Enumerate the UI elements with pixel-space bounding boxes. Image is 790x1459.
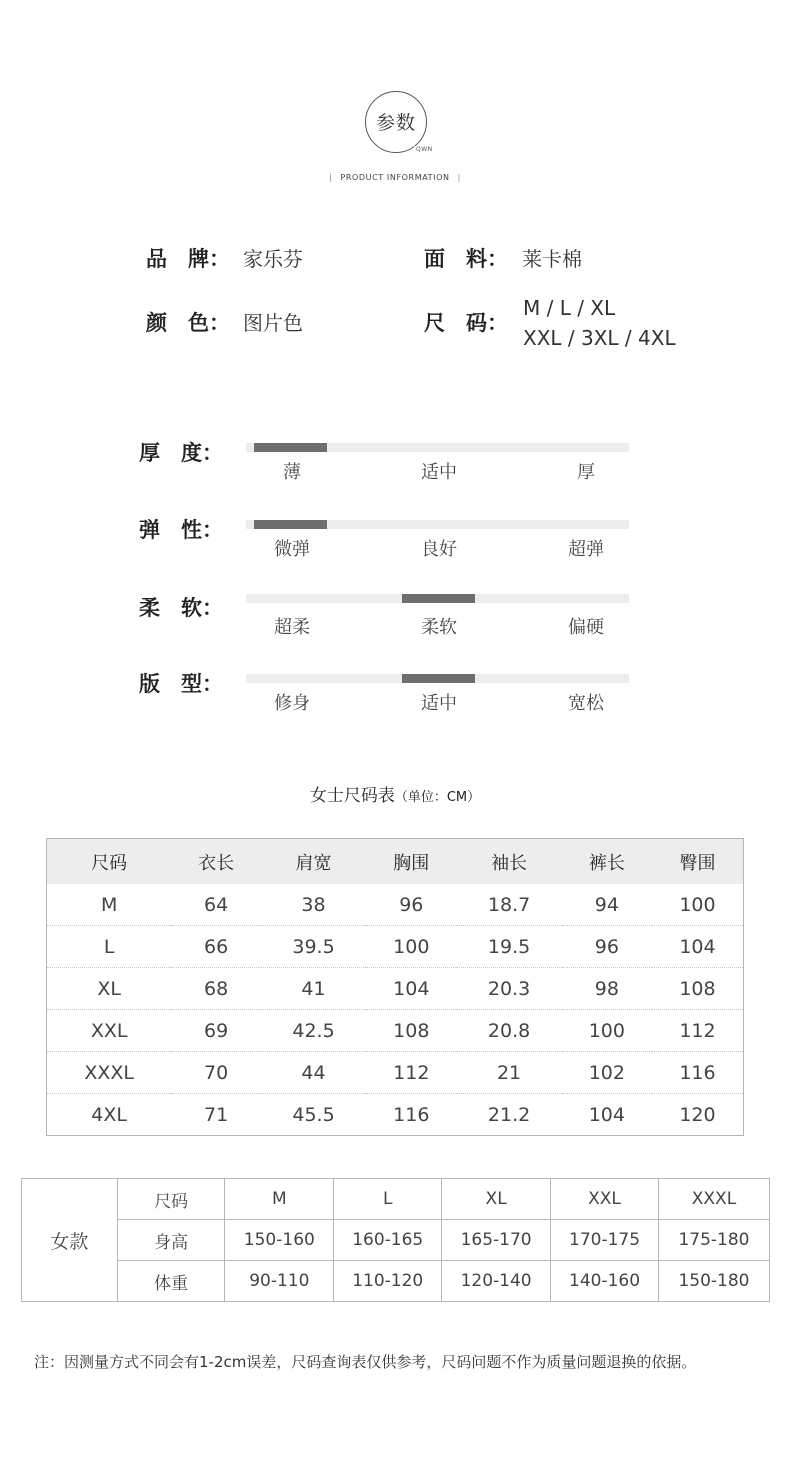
- size-table-cell: 94: [594, 893, 619, 916]
- size-table-title-text: 女士尺码表: [309, 786, 395, 806]
- size-table-cell: 100: [679, 893, 716, 916]
- body-table-cell: 140-160: [551, 1261, 659, 1302]
- body-table-cell: 165-170: [442, 1220, 551, 1261]
- scale-option: 适中: [421, 693, 457, 714]
- body-table-cell: 身高: [117, 1220, 225, 1261]
- size-table-cell: 71: [171, 1094, 261, 1136]
- scale-option: 超柔: [274, 617, 310, 638]
- size-table-cell: 104: [366, 968, 456, 1010]
- table-row: [47, 1094, 744, 1136]
- body-table-cell: 170-175: [551, 1220, 659, 1261]
- size-table-header-cell: 尺码: [47, 839, 172, 885]
- body-measure-table: [21, 1178, 770, 1302]
- size-table-cell: 69: [171, 1010, 261, 1052]
- size-table-cell: 68: [171, 968, 261, 1010]
- size-table-cell: 66: [171, 926, 261, 968]
- size-table-cell: 116: [652, 1052, 744, 1094]
- size-table-cell: 20.3: [456, 968, 561, 1010]
- body-table-cell: 150-160: [225, 1220, 334, 1261]
- table-row: [47, 926, 744, 968]
- size-table-cell: 42.5: [261, 1010, 366, 1052]
- size-table-cell: 38: [301, 893, 326, 916]
- body-table-cell: L: [334, 1179, 442, 1220]
- body-table-cell: 150-180: [658, 1261, 769, 1302]
- scale-option: 厚: [577, 462, 595, 483]
- scale-option: 偏硬: [568, 617, 604, 638]
- size-table-cell: 112: [366, 1052, 456, 1094]
- body-table-side-label: 女款: [22, 1179, 118, 1302]
- table-row: [22, 1220, 770, 1261]
- fabric-value: 莱卡棉: [522, 247, 582, 271]
- size-table-cell: 108: [366, 1010, 456, 1052]
- separator-right: |: [457, 173, 461, 182]
- size-table-cell: 102: [562, 1052, 652, 1094]
- size-table-header-cell: 裤长: [562, 839, 652, 885]
- size-table-cell: 70: [171, 1052, 261, 1094]
- scale-indicator: [402, 674, 475, 683]
- size-table-unit: （单位：CM）: [394, 790, 481, 805]
- size-table-cell: 21: [456, 1052, 561, 1094]
- size-table-cell: 104: [652, 926, 744, 968]
- disclaimer-note: 注：因测量方式不同会有1-2cm误差，尺码查询表仅供参考，尺码问题不作为质量问题退换的依据。: [34, 1353, 697, 1371]
- badge-title: 参数: [375, 112, 416, 134]
- scale-indicator: [254, 443, 327, 452]
- scale-option: 超弹: [568, 539, 604, 560]
- size-value-line1: M / L / XL: [523, 296, 616, 320]
- color-label: 颜 色：: [146, 311, 230, 335]
- body-table-cell: 160-165: [334, 1220, 442, 1261]
- table-row: [47, 968, 744, 1010]
- table-row: [47, 1010, 744, 1052]
- attribute-label: 弹 性：: [139, 518, 223, 542]
- scale-option: 良好: [421, 539, 457, 560]
- size-table-cell: L: [47, 926, 172, 968]
- scale-option: 修身: [274, 693, 310, 714]
- size-table-header-cell: 衣长: [171, 839, 261, 885]
- scale-option: 微弹: [274, 539, 310, 560]
- size-table-cell: XL: [47, 968, 172, 1010]
- size-label: 尺 码：: [424, 311, 508, 335]
- size-table-cell: 20.8: [456, 1010, 561, 1052]
- scale-indicator: [402, 594, 475, 603]
- size-table-cell: 96: [562, 926, 652, 968]
- size-table-cell: 100: [366, 926, 456, 968]
- size-table-header-row: [47, 839, 744, 885]
- attribute-label: 版 型：: [139, 672, 223, 696]
- scale-track: [246, 520, 629, 529]
- size-table: [46, 838, 744, 1136]
- scale-option: 薄: [283, 462, 301, 483]
- body-table-cell: 尺码: [117, 1179, 225, 1220]
- size-table-cell: XXXL: [47, 1052, 172, 1094]
- size-table-cell: 104: [562, 1094, 652, 1136]
- size-table-header-cell: 袖长: [456, 839, 561, 885]
- size-table-header-cell: 肩宽: [261, 839, 366, 885]
- size-table-cell: 41: [261, 968, 366, 1010]
- size-table-header-cell: 胸围: [366, 839, 456, 885]
- table-row: [47, 884, 744, 926]
- scale-option: 宽松: [568, 693, 604, 714]
- product-information-text: PRODUCT INFORMATION: [340, 173, 450, 182]
- size-table-cell: XXL: [47, 1010, 172, 1052]
- size-table-title: [0, 781, 790, 806]
- attribute-label: 厚 度：: [139, 441, 223, 465]
- size-table-cell: 98: [562, 968, 652, 1010]
- size-table-cell: 64: [203, 893, 229, 916]
- table-row: [22, 1179, 770, 1220]
- body-table-cell: 120-140: [442, 1261, 551, 1302]
- size-table-cell: 18.7: [487, 893, 531, 916]
- scale-option: 适中: [421, 462, 457, 483]
- size-table-cell: M: [100, 893, 118, 916]
- scale-track: [246, 594, 629, 603]
- separator-left: |: [329, 173, 333, 182]
- size-table-cell: 45.5: [261, 1094, 366, 1136]
- body-table-cell: 90-110: [225, 1261, 334, 1302]
- color-value: 图片色: [243, 311, 303, 335]
- brand-value: 家乐芬: [243, 247, 303, 271]
- size-table-cell: 112: [652, 1010, 744, 1052]
- size-table-cell: 120: [652, 1094, 744, 1136]
- size-table-cell: 116: [366, 1094, 456, 1136]
- size-value-line2: XXL / 3XL / 4XL: [523, 326, 676, 350]
- body-table-cell: XXL: [551, 1179, 659, 1220]
- size-table-cell: 96: [399, 893, 424, 916]
- scale-indicator: [254, 520, 327, 529]
- fabric-label: 面 料：: [424, 247, 508, 271]
- size-table-cell: 100: [562, 1010, 652, 1052]
- table-row: [47, 1052, 744, 1094]
- scale-track: [246, 674, 629, 683]
- body-table-cell: XL: [442, 1179, 551, 1220]
- body-table-cell: 175-180: [658, 1220, 769, 1261]
- attribute-label: 柔 软：: [139, 596, 223, 620]
- size-table-cell: 108: [652, 968, 744, 1010]
- badge-subtitle: QWN: [416, 146, 433, 153]
- size-table-cell: 4XL: [47, 1094, 172, 1136]
- product-information-line: [0, 173, 790, 182]
- table-row: [22, 1261, 770, 1302]
- body-table-cell: M: [225, 1179, 334, 1220]
- scale-track: [246, 443, 629, 452]
- size-table-cell: 39.5: [261, 926, 366, 968]
- body-table-cell: 体重: [117, 1261, 225, 1302]
- brand-label: 品 牌：: [146, 247, 230, 271]
- body-table-cell: XXXL: [658, 1179, 769, 1220]
- size-table-header-cell: 臀围: [652, 839, 744, 885]
- body-table-cell: 110-120: [334, 1261, 442, 1302]
- size-table-cell: 19.5: [456, 926, 561, 968]
- scale-option: 柔软: [421, 617, 457, 638]
- size-table-cell: 44: [261, 1052, 366, 1094]
- size-table-cell: 21.2: [456, 1094, 561, 1136]
